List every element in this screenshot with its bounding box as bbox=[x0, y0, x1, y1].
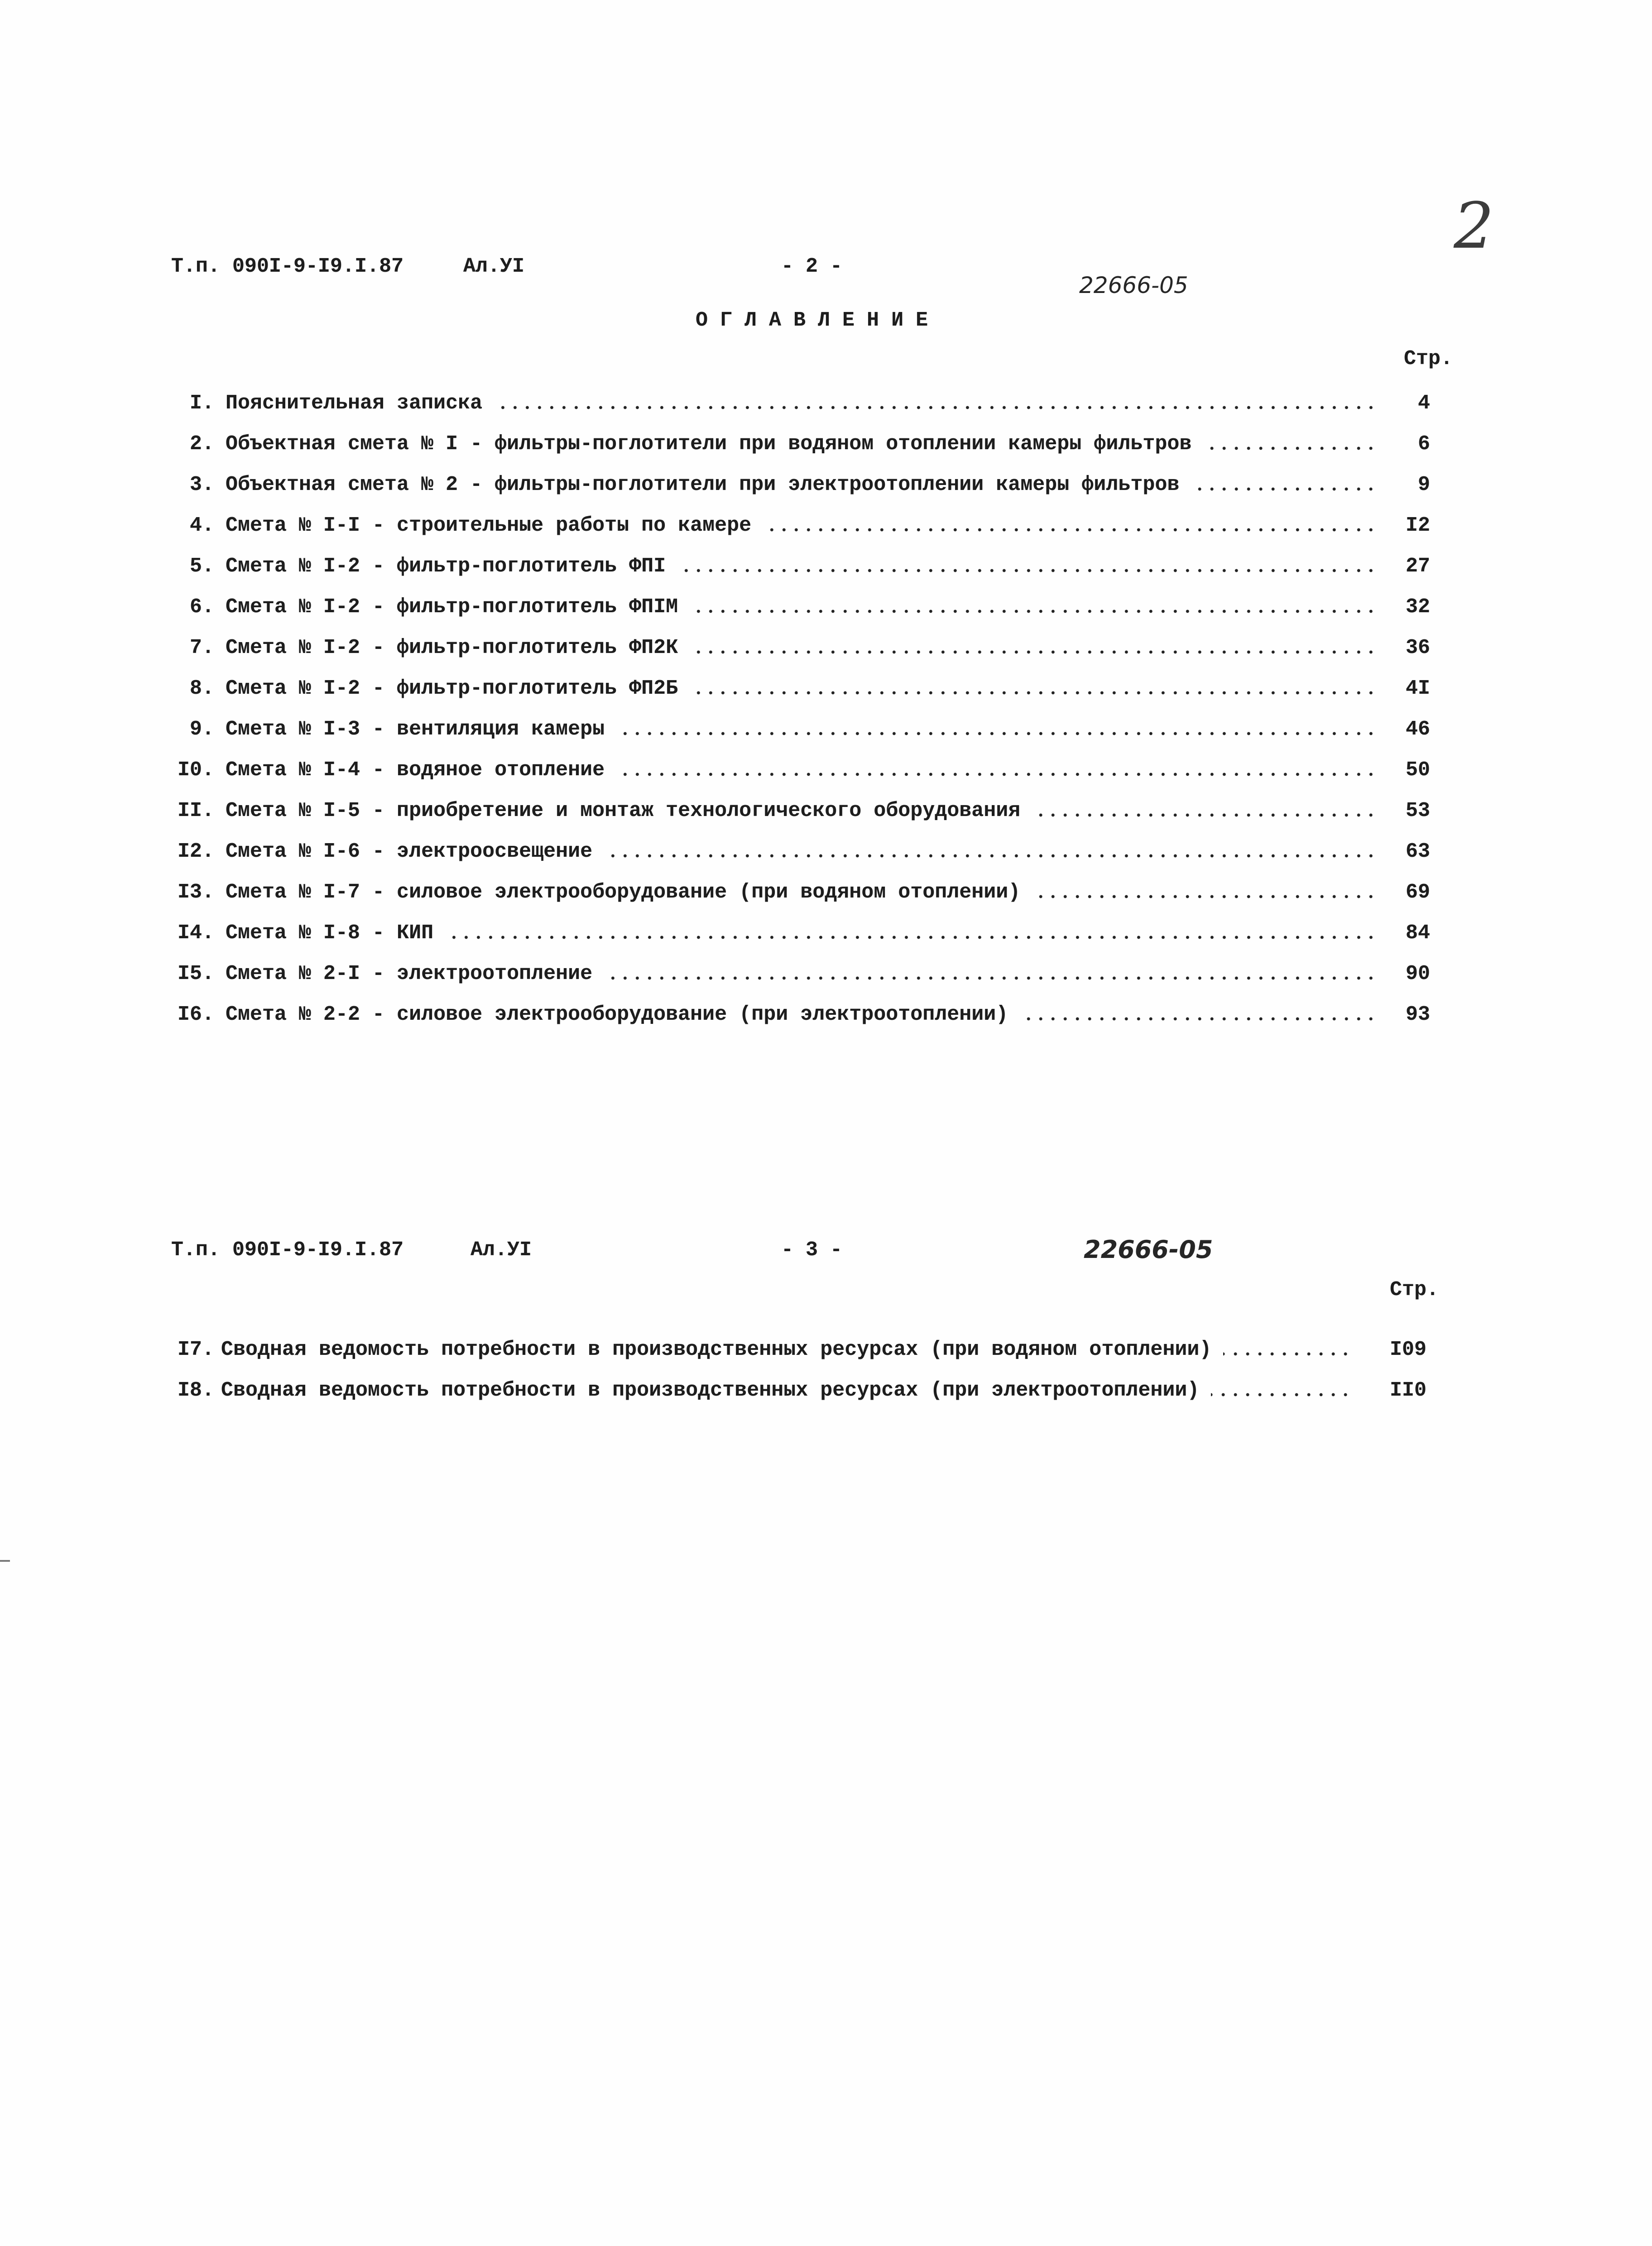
entry-title: Объектная смета № I - фильтры-поглотители при водяном отоплении камеры фильтров bbox=[226, 432, 1192, 456]
entry-title: Смета № I-2 - фильтр-поглотитель ФП2Б bbox=[226, 677, 678, 700]
entry-title: Смета № I-I - строительные работы по камере bbox=[226, 514, 752, 537]
dot-leader bbox=[690, 609, 1377, 614]
entry-number: 5. bbox=[189, 555, 214, 578]
entry-title: Сводная ведомость потребности в производственных ресурсах (при водяном отоплении) bbox=[221, 1338, 1212, 1361]
entry-page: 32 bbox=[1405, 595, 1430, 619]
entry-page: I09 bbox=[1389, 1338, 1426, 1361]
entry-number: 8. bbox=[189, 677, 214, 700]
toc-entry bbox=[171, 505, 1430, 546]
page-title: О Г Л А В Л Е Н И Е bbox=[696, 309, 928, 332]
toc-entry bbox=[171, 709, 1430, 750]
dot-leader bbox=[690, 650, 1377, 654]
toc-entry bbox=[171, 1370, 1426, 1411]
entry-page: 53 bbox=[1405, 799, 1430, 822]
entry-title: Пояснительная записка bbox=[226, 392, 483, 415]
toc-entry bbox=[171, 994, 1430, 1035]
entry-title: Объектная смета № 2 - фильтры-поглотители при электроотоплении камеры фильтров bbox=[226, 473, 1180, 496]
dot-leader bbox=[1020, 1017, 1377, 1021]
entry-title: Смета № I-7 - силовое электрооборудование (при водяном отоплении) bbox=[226, 881, 1021, 904]
entry-page: 36 bbox=[1405, 636, 1430, 659]
toc-entry bbox=[171, 465, 1430, 505]
entry-number: I2. bbox=[177, 840, 214, 863]
dot-leader bbox=[445, 935, 1377, 940]
toc-entry bbox=[171, 954, 1430, 994]
inventory-number: 22666-05 bbox=[1079, 272, 1188, 298]
dot-leader bbox=[494, 405, 1377, 410]
entry-page: 93 bbox=[1405, 1003, 1430, 1026]
entry-title: Смета № I-2 - фильтр-поглотитель ФП2К bbox=[226, 636, 678, 659]
album-label: Ал.УI bbox=[471, 1238, 532, 1262]
table-of-contents bbox=[171, 383, 1430, 1035]
entry-number: I8. bbox=[177, 1379, 214, 1402]
entry-page: 63 bbox=[1405, 840, 1430, 863]
dot-leader bbox=[1223, 1352, 1352, 1356]
entry-title: Смета № I-2 - фильтр-поглотитель ФПI bbox=[226, 555, 666, 578]
entry-page: 50 bbox=[1405, 758, 1430, 782]
entry-page: 84 bbox=[1405, 921, 1430, 945]
album-label: Ал.УI bbox=[463, 255, 525, 278]
toc-entry bbox=[171, 872, 1430, 913]
entry-title: Смета № I-5 - приобретение и монтаж технологического оборудования bbox=[226, 799, 1021, 822]
entry-number: 3. bbox=[189, 473, 214, 496]
entry-title: Смета № I-4 - водяное отопление bbox=[226, 758, 605, 782]
toc-entry bbox=[171, 668, 1430, 709]
entry-number: I. bbox=[189, 392, 214, 415]
dot-leader bbox=[690, 691, 1377, 695]
entry-number: 4. bbox=[189, 514, 214, 537]
entry-number: I4. bbox=[177, 921, 214, 945]
toc-entry bbox=[171, 546, 1430, 587]
entry-number: I3. bbox=[177, 881, 214, 904]
dot-leader bbox=[1203, 446, 1377, 451]
entry-number: I5. bbox=[177, 962, 214, 985]
dot-leader bbox=[1032, 894, 1377, 899]
toc-entry bbox=[171, 424, 1430, 465]
entry-number: 7. bbox=[189, 636, 214, 659]
dot-leader bbox=[677, 568, 1377, 573]
dot-leader bbox=[1211, 1392, 1352, 1397]
inventory-number: 22666-05 bbox=[1084, 1235, 1213, 1264]
entry-title: Смета № I-3 - вентиляция камеры bbox=[226, 718, 605, 741]
entry-number: II. bbox=[177, 799, 214, 822]
entry-page: I2 bbox=[1405, 514, 1430, 537]
dot-leader bbox=[763, 528, 1377, 532]
table-of-contents-continued bbox=[171, 1329, 1426, 1411]
entry-number: 9. bbox=[189, 718, 214, 741]
entry-number: I0. bbox=[177, 758, 214, 782]
doc-code: Т.п. 090I-9-I9.I.87 bbox=[171, 255, 404, 278]
dot-leader bbox=[616, 772, 1377, 777]
entry-title: Смета № 2-I - электроотопление bbox=[226, 962, 593, 985]
toc-entry bbox=[171, 831, 1430, 872]
entry-number: I6. bbox=[177, 1003, 214, 1026]
scan-mark bbox=[0, 1560, 10, 1562]
toc-entry bbox=[171, 750, 1430, 791]
entry-title: Смета № I-6 - электроосвещение bbox=[226, 840, 593, 863]
dot-leader bbox=[1032, 813, 1377, 817]
entry-page: 69 bbox=[1405, 881, 1430, 904]
entry-title: Смета № I-8 - КИП bbox=[226, 921, 434, 945]
entry-page: 4 bbox=[1417, 392, 1430, 415]
toc-entry bbox=[171, 913, 1430, 954]
page-number: - 2 - bbox=[781, 255, 843, 278]
dot-leader bbox=[604, 976, 1377, 980]
page-column-label: Стр. bbox=[1390, 1278, 1439, 1301]
entry-page: II0 bbox=[1389, 1379, 1426, 1402]
entry-title: Сводная ведомость потребности в производственных ресурсах (при электроотоплении) bbox=[221, 1379, 1200, 1402]
entry-title: Смета № I-2 - фильтр-поглотитель ФПIМ bbox=[226, 595, 678, 619]
toc-entry bbox=[171, 383, 1430, 424]
dot-leader bbox=[1191, 487, 1377, 491]
dot-leader bbox=[616, 731, 1377, 736]
dot-leader bbox=[604, 854, 1377, 858]
toc-entry bbox=[171, 628, 1430, 668]
toc-entry bbox=[171, 587, 1430, 628]
entry-page: 4I bbox=[1405, 677, 1430, 700]
entry-number: 6. bbox=[189, 595, 214, 619]
handwritten-page-mark: 2 bbox=[1454, 189, 1494, 263]
entry-page: 9 bbox=[1417, 473, 1430, 496]
entry-title: Смета № 2-2 - силовое электрооборудование (при электроотоплении) bbox=[226, 1003, 1008, 1026]
page-column-label: Стр. bbox=[1404, 347, 1453, 370]
entry-number: I7. bbox=[177, 1338, 214, 1361]
toc-entry bbox=[171, 1329, 1426, 1370]
entry-page: 46 bbox=[1405, 718, 1430, 741]
entry-page: 6 bbox=[1417, 432, 1430, 456]
entry-page: 90 bbox=[1405, 962, 1430, 985]
entry-number: 2. bbox=[189, 432, 214, 456]
page-number: - 3 - bbox=[781, 1238, 843, 1262]
doc-code: Т.п. 090I-9-I9.I.87 bbox=[171, 1238, 404, 1262]
entry-page: 27 bbox=[1405, 555, 1430, 578]
toc-entry bbox=[171, 791, 1430, 831]
